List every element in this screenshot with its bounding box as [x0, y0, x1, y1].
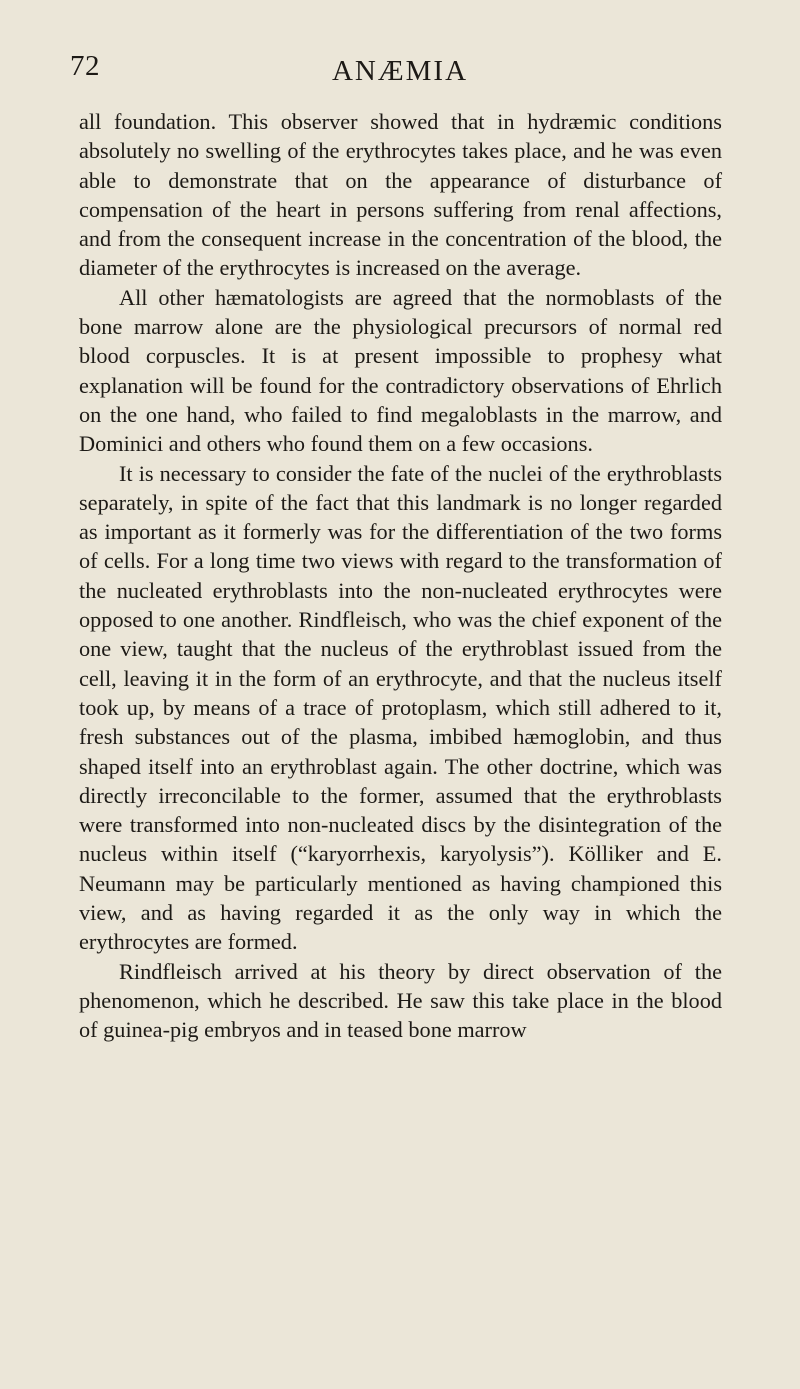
paragraph-continued: all foundation. This observer showed that in hydræmic conditions absolutely no swelling of the erythrocytes takes place, and he was even able to demonstrate that on the appearance of disturbance of compensation of the heart in persons suffering from renal affections, and from the consequent increase in the concentration of the blood, the diameter of the erythrocytes is increased on the average.: [79, 109, 722, 281]
body-text: [79, 107, 722, 1045]
page-number: 72: [70, 50, 100, 82]
paragraph-normoblasts: All other hæmatologists are agreed that the normoblasts of the bone marrow alone are the physiological precursors of normal red blood corpuscles. It is at present impossible to prophesy what explanation will be found for the contradictory observations of Ehrlich on the one hand, who failed to find megaloblasts in the marrow, and Dominici and others who found them on a few occasions.: [79, 284, 722, 457]
paragraph-rindfleisch: Rindfleisch arrived at his theory by direct observation of the phenomenon, which he described. He saw this take place in the blood of guinea-pig embryos and in teased bone marrow: [79, 958, 722, 1043]
running-head: ANÆMIA: [331, 55, 469, 87]
paragraph-nuclei-fate: It is necessary to consider the fate of the nuclei of the erythroblasts separately, in spite of the fact that this landmark is no longer regarded as important as it formerly was for the differentiation of the two forms of cells. For a long time two views with regard to the transformation of the nucleated erythroblasts into the non-nucleated erythrocytes were opposed to one another. Rindfleisch, who was the chief exponent of the one view, taught that the nucleus of the erythroblast issued from the cell, leaving it in the form of an erythrocyte, and that the nucleus itself took up, by means of a trace of protoplasm, which still adhered to it, fresh substances out of the plasma, imbibed hæmoglobin, and thus shaped itself into an erythroblast again. The other doctrine, which was directly irreconcilable to the former, assumed that the erythroblasts were transformed into non-nucleated discs by the disintegration of the nucleus within itself (“karyorrhexis, karyolysis”). Kölliker and E. Neumann may be particularly mentioned as having championed this view, and as having regarded it as the only way in which the erythrocytes are formed.: [79, 460, 722, 955]
